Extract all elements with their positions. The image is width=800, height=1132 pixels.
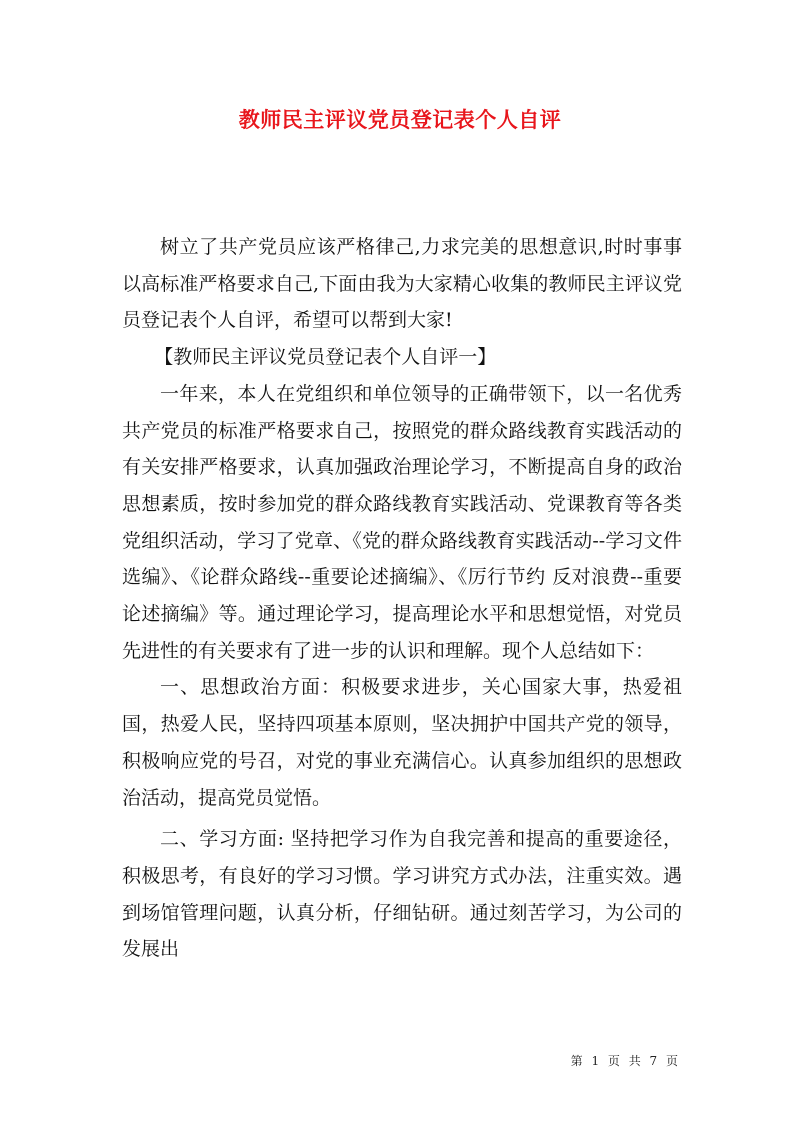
body-paragraph-study: 二、学习方面: 坚持把学习作为自我完善和提高的重要途径，积极思考，有良好的学习习惯。学习讲究方式办法，注重实效。遇到场馆管理问题，认真分析，仔细钻研。通过刻苦学习，为公司的发展出 <box>122 828 682 961</box>
section-heading: 【教师民主评议党员登记表个人自评一】 <box>154 346 497 369</box>
body-paragraph-political: 一、思想政治方面：积极要求进步，关心国家大事，热爱祖国，热爱人民，坚持四项基本原则，坚决拥护中国共产党的领导，积极响应党的号召，对党的事业充满信心。认真参加组织的思想政治活动，提高党员觉悟。 <box>122 676 682 809</box>
intro-paragraph: 树立了共产党员应该严格律己,力求完美的思想意识,时时事事以高标准严格要求自己,下面由我为大家精心收集的教师民主评议党员登记表个人自评，希望可以帮到大家! <box>122 236 682 332</box>
body-paragraph: 一年来，本人在党组织和单位领导的正确带领下，以一名优秀共产党员的标准严格要求自己，按照党的群众路线教育实践活动的有关安排严格要求，认真加强政治理论学习，不断提高自身的政治思想素质，按时参加党的群众路线教育实践活动、党课教育等各类党组织活动，学习了党章、《党的群众路线教育实践活动--学习文件选编》、《论群众路线--重要论述摘编》、《厉行节约 反对浪费--重要论述摘编》等。通过理论学习，提高理论水平和思想觉悟，对党员先进性的有关要求有了进一步的认识和理解。现个人总结如下： <box>122 382 682 662</box>
page-number: 第 1 页 共 7 页 <box>570 1054 679 1068</box>
document-title: 教师民主评议党员登记表个人自评 <box>238 107 562 132</box>
document-body <box>122 229 682 968</box>
